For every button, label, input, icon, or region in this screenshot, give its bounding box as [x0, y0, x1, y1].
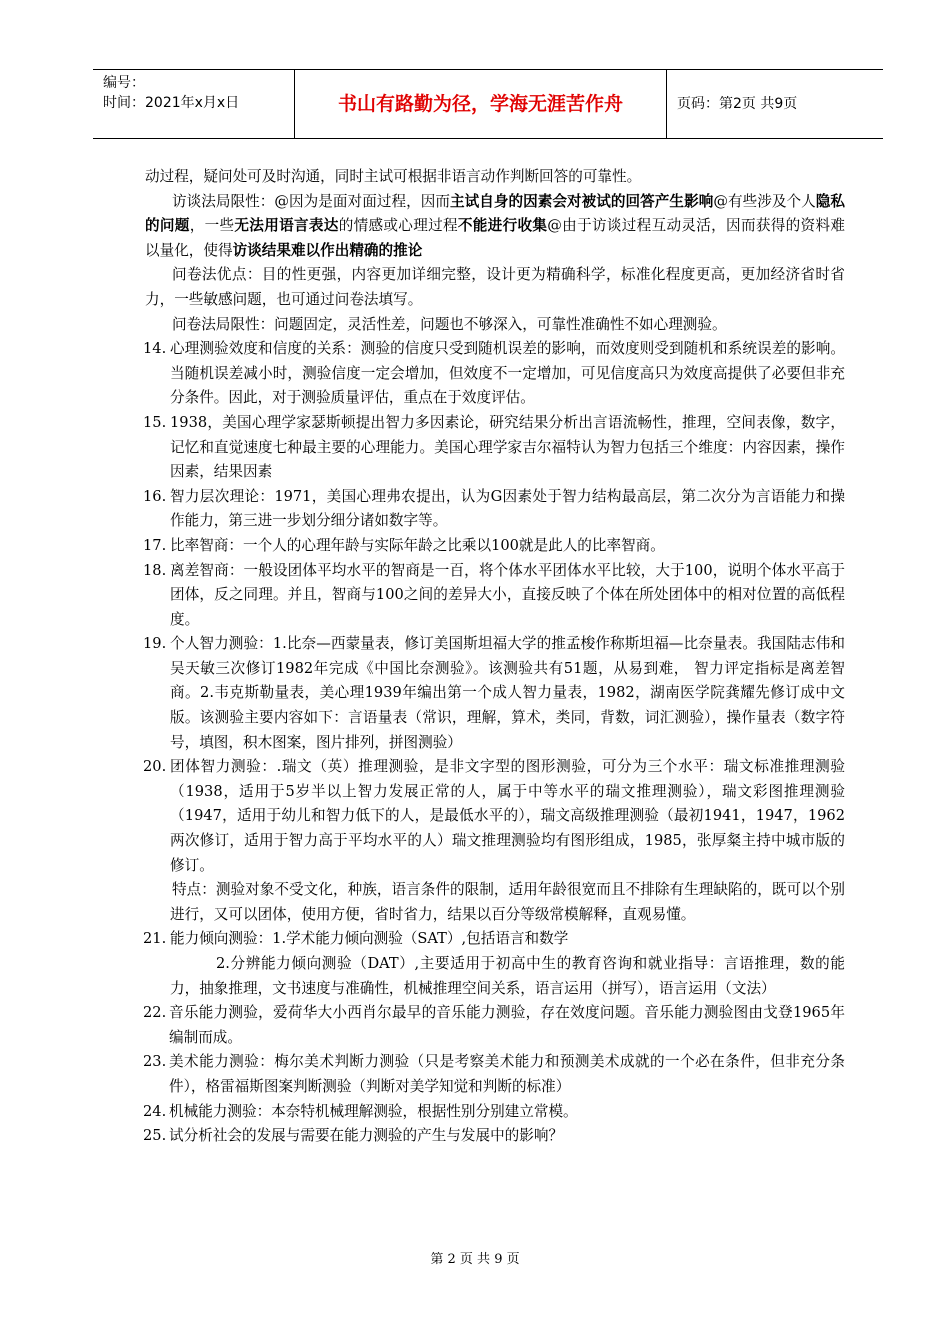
doc-number-label: 编号： [103, 75, 145, 91]
list-item: 15. 1938，美国心理学家瑟斯顿提出智力多因素论，研究结果分析出言语流畅性，推理，空间表像，数字，记忆和直觉速度七种最主要的心理能力。美国心理学家吉尔福特认为智力包括三个维度：内容因素，操作因素，结果因素 [143, 413, 845, 481]
features-paragraph: 特点：测验对象不受文化，种族，语言条件的限制，适用年龄很宽而且不排除有生理缺陷的，既可以个别进行，又可以团体，使用方便，省时省力，结果以百分等级常模解释，直观易懂。 [170, 881, 845, 923]
list-item: 16. 智力层次理论：1971，美国心理弗农提出，认为G因素处于智力结构最高层，第二次分为言语能力和操作能力，第三进一步划分细分诸如数字等。 [143, 487, 845, 530]
page-footer: 第 2 页 共 9 页 [430, 1252, 520, 1267]
list-item: 24. 机械能力测验：本奈特机械理解测验，根据性别分别建立常模。 [143, 1102, 578, 1120]
paragraph: 问卷法局限性：问题固定，灵活性差，问题也不够深入，可靠性准确性不如心理测验。 [172, 315, 727, 333]
list-subitem: 2.分辨能力倾向测验（DAT）,主要适用于初高中生的教育咨询和就业指导：言语推理，数的能力，抽象推理，文书速度与准确性，机械推理空间关系，语言运用（拼写），语言运用（文法） [170, 955, 845, 997]
paragraph-interview-limits: 访谈法局限性：@因为是面对面过程，因而主试自身的因素会对被试的回答产生影响@有些涉及个人隐私的问题，一些无法用语言表达的情感或心理过程不能进行收集@由于访谈过程互动灵活，因而获得的资料难以量化，使得访谈结果难以作出精确的推论 [145, 192, 845, 259]
list-item: 21. 能力倾向测验：1.学术能力倾向测验（SAT）,包括语言和数学 [143, 930, 569, 948]
list-item: 14. 心理测验效度和信度的关系：测验的信度只受到随机误差的影响，而效度则受到随机和系统误差的影响。当随机误差减小时，测验信度一定会增加，但效度不一定增加，可见信度高只为效度高提供了必要但非充分条件。因此，对于测验质量评估，重点在于效度评估。 [143, 340, 845, 407]
list-item: 18. 离差智商：一般设团体平均水平的智商是一百，将个体水平团体水平比较，大于100，说明个体水平高于团体，反之同理。并且，智商与100之间的差异大小，直接反映了个体在所处团体中的相对位置的高低程度。 [143, 561, 845, 628]
list-item: 23. 美术能力测验：梅尔美术判断力测验（只是考察美术能力和预测美术成就的一个必在条件，但非充分条件），格雷福斯图案判断测验（判断对美学知觉和判断的标准） [143, 1053, 845, 1095]
header-meta [93, 70, 295, 138]
list-item: 20. 团体智力测验：.瑞文（英）推理测验，是非文字型的图形测验，可分为三个水平：瑞文标准推理测验（1938，适用于5岁半以上智力发展正常的人，属于中等水平的瑞文推理测验），瑞文彩图推理测验（1947，适用于幼儿和智力低下的人，是最低水平的），瑞文高级推理测验（最初1941，1947，1962两次修订，适用于智力高于平均水平的人）瑞文推理测验均有图形组成，1985，张厚粲主持中城市版的修订。 [143, 758, 845, 874]
header-page-number: 页码：第2页 共9页 [677, 96, 798, 112]
document-body [145, 165, 845, 1149]
list-item: 19. 个人智力测验：1.比奈—西蒙量表，修订美国斯坦福大学的推孟梭作称斯坦福—比奈量表。我国陆志伟和吴天敏三次修订1982年完成《中国比奈测验》。该测验共有51题，从易到难， 智力评定指标是离差智商。2.韦克斯勒量表，美心理1939年编出第一个成人智力量表，1982，湖南医学院龚耀先修订成中文版。该测验主要内容如下：言语量表（常识，理解，算术，类同，背数，词汇测验），操作量表（数字符号，填图，积木图案，图片排列，拼图测验） [143, 635, 845, 751]
paragraph: 问卷法优点：目的性更强，内容更加详细完整，设计更为精确科学，标准化程度更高，更加经济省时省力，一些敏感问题，也可通过问卷法填写。 [145, 266, 845, 308]
list-item: 17. 比率智商：一个人的心理年龄与实际年龄之比乘以100就是此人的比率智商。 [143, 536, 665, 554]
doc-time-label: 时间：2021年x月x日 [103, 95, 240, 111]
header-motto: 书山有路勤为径，学海无涯苦作舟 [295, 70, 667, 138]
list-item: 22. 音乐能力测验，爱荷华大小西肖尔最早的音乐能力测验，存在效度问题。音乐能力测验图由戈登1965年编制而成。 [143, 1004, 845, 1046]
list-item: 25. 试分析社会的发展与需要在能力测验的产生与发展中的影响？ [143, 1127, 564, 1145]
page-header [93, 69, 883, 139]
paragraph: 动过程，疑问处可及时沟通，同时主试可根据非语言动作判断回答的可靠性。 [145, 168, 642, 185]
